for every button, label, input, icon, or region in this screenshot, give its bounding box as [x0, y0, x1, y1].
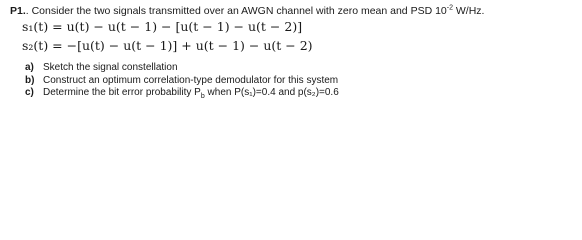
signal-s2-equation: s₂(t) = −[u(t) − u(t − 1)] + u(t − 1) − u(t − 2) — [22, 38, 313, 53]
task-letter: b) — [25, 74, 35, 86]
problem-statement — [10, 5, 484, 18]
task-text-continued: when P(s₁)=0.4 and p(s₂)=0.6 — [204, 87, 339, 98]
signal-s1-equation: s₁(t) = u(t) − u(t − 1) − [u(t − 1) − u(t − 2)] — [22, 19, 303, 34]
error-probability-subscript: b — [200, 93, 205, 100]
task-text: Determine the bit error probability P — [43, 87, 201, 98]
task-item — [25, 62, 339, 75]
task-item — [25, 87, 339, 100]
problem-units: W/Hz. — [452, 5, 485, 17]
problem-number: P1. — [10, 5, 26, 17]
task-text: Sketch the signal constellation — [43, 62, 178, 73]
task-letter: c) — [25, 87, 34, 98]
task-item — [25, 75, 339, 88]
psd-exponent: -2 — [446, 4, 453, 12]
task-text: Construct an optimum correlation-type demodulator for this system — [43, 74, 339, 86]
problem-text: . Consider the two signals transmitted over an AWGN channel with zero mean and PSD 10 — [25, 5, 447, 17]
task-list — [25, 62, 339, 100]
task-letter: a) — [25, 62, 34, 73]
